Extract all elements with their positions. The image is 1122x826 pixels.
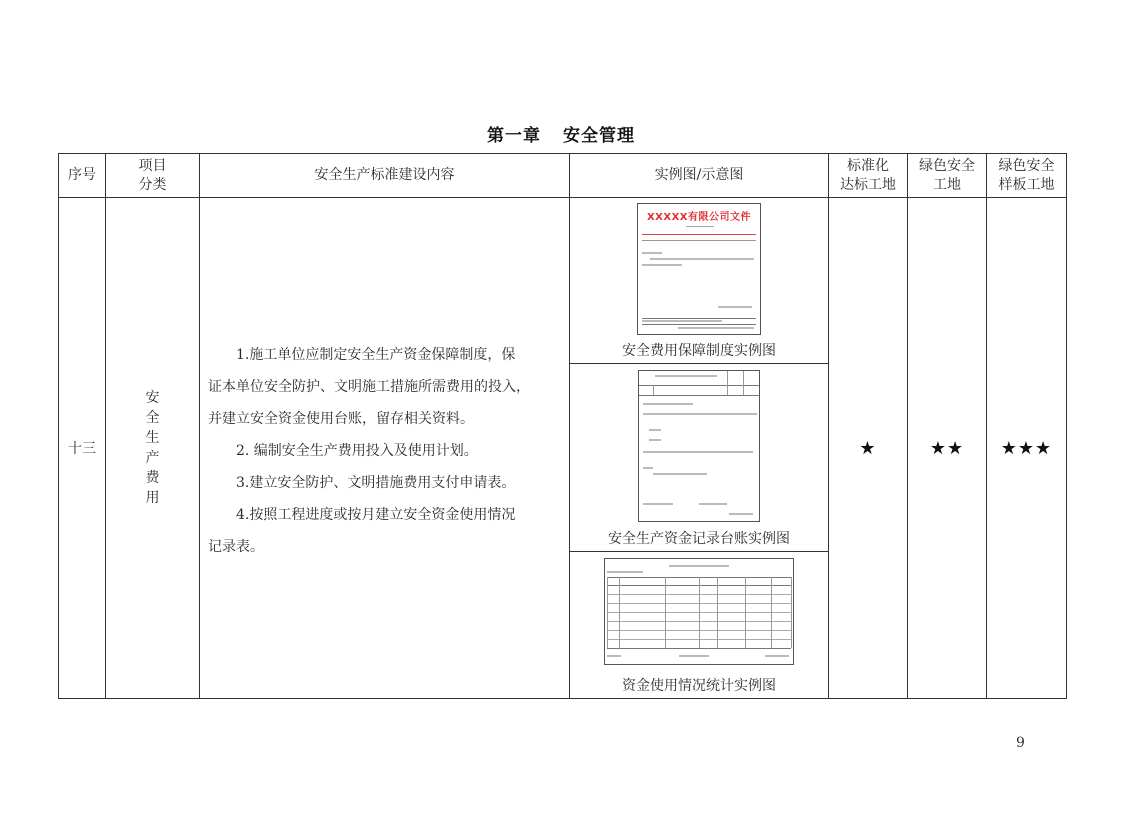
header-category: [106, 154, 200, 198]
row-category: [106, 198, 200, 699]
row-images: [570, 198, 829, 699]
header-content: 安全生产标准建设内容: [200, 154, 570, 198]
category-vertical-text: [146, 388, 160, 508]
category-char: 用: [145, 490, 160, 506]
table-header-row: [59, 154, 1067, 198]
header-model-line1: 绿色安全: [998, 157, 1055, 174]
header-category-line1: 项目: [138, 157, 167, 174]
image-block-fund-usage: [570, 552, 828, 698]
header-green-site: [908, 154, 987, 198]
header-standard-line1: 标准化: [847, 157, 889, 174]
image-block-safety-fee-policy: [570, 198, 828, 364]
row-seq: 十三: [59, 198, 106, 699]
header-seq: 序号: [59, 154, 106, 198]
header-model-line2: 样板工地: [998, 176, 1055, 193]
category-char: 全: [145, 410, 160, 426]
usage-table-thumbnail-image: [604, 558, 794, 665]
category-char: 产: [145, 450, 160, 466]
header-model-site: [987, 154, 1067, 198]
header-green-line1: 绿色安全: [919, 157, 975, 174]
header-images: 实例图/示意图: [570, 154, 829, 198]
header-category-line2: 分类: [138, 176, 167, 193]
thumbnail-doc-title: XXXXX有限公司文件: [646, 212, 752, 223]
chapter-name: 安全管理: [563, 126, 635, 146]
ledger-form-thumbnail-image: [638, 370, 760, 522]
category-char: 生: [145, 430, 160, 446]
row-content: [200, 198, 570, 699]
safety-standards-table: [58, 153, 1067, 699]
chapter-number: 第一章: [487, 126, 541, 146]
image-block-fund-ledger: [570, 364, 828, 552]
category-char: 费: [145, 470, 160, 486]
caption-fund-usage: 资金使用情况统计实例图: [622, 678, 776, 694]
category-char: 安: [145, 390, 160, 406]
chapter-title: [0, 121, 1122, 146]
star-rating-icon: ★★: [929, 437, 965, 459]
content-line: 1.施工单位应制定安全生产资金保障制度，保: [236, 346, 516, 363]
star-rating-icon: ★★★: [1000, 437, 1053, 459]
content-line: 2. 编制安全生产费用投入及使用计划。: [236, 442, 478, 459]
header-standard-line2: 达标工地: [840, 176, 896, 193]
document-thumbnail-image: [637, 203, 761, 335]
content-line: 证本单位安全防护、文明施工措施所需费用的投入，: [208, 378, 530, 395]
caption-safety-fee-policy: 安全费用保障制度实例图: [622, 343, 776, 359]
page-number: 9: [1016, 735, 1025, 751]
row-green-site-rating: [908, 198, 987, 699]
star-rating-icon: ★: [859, 437, 877, 459]
content-line: 记录表。: [208, 538, 264, 555]
row-standard-site-rating: [829, 198, 908, 699]
content-line: 3.建立安全防护、文明措施费用支付申请表。: [236, 474, 516, 491]
content-line: 并建立安全资金使用台账，留存相关资料。: [208, 410, 474, 427]
content-paragraphs: [208, 339, 563, 563]
header-standard-site: [829, 154, 908, 198]
content-line: 4.按照工程进度或按月建立安全资金使用情况: [236, 506, 516, 523]
header-green-line2: 工地: [933, 176, 961, 193]
row-model-site-rating: [987, 198, 1067, 699]
table-row: [59, 198, 1067, 699]
caption-fund-ledger: 安全生产资金记录台账实例图: [608, 531, 790, 547]
